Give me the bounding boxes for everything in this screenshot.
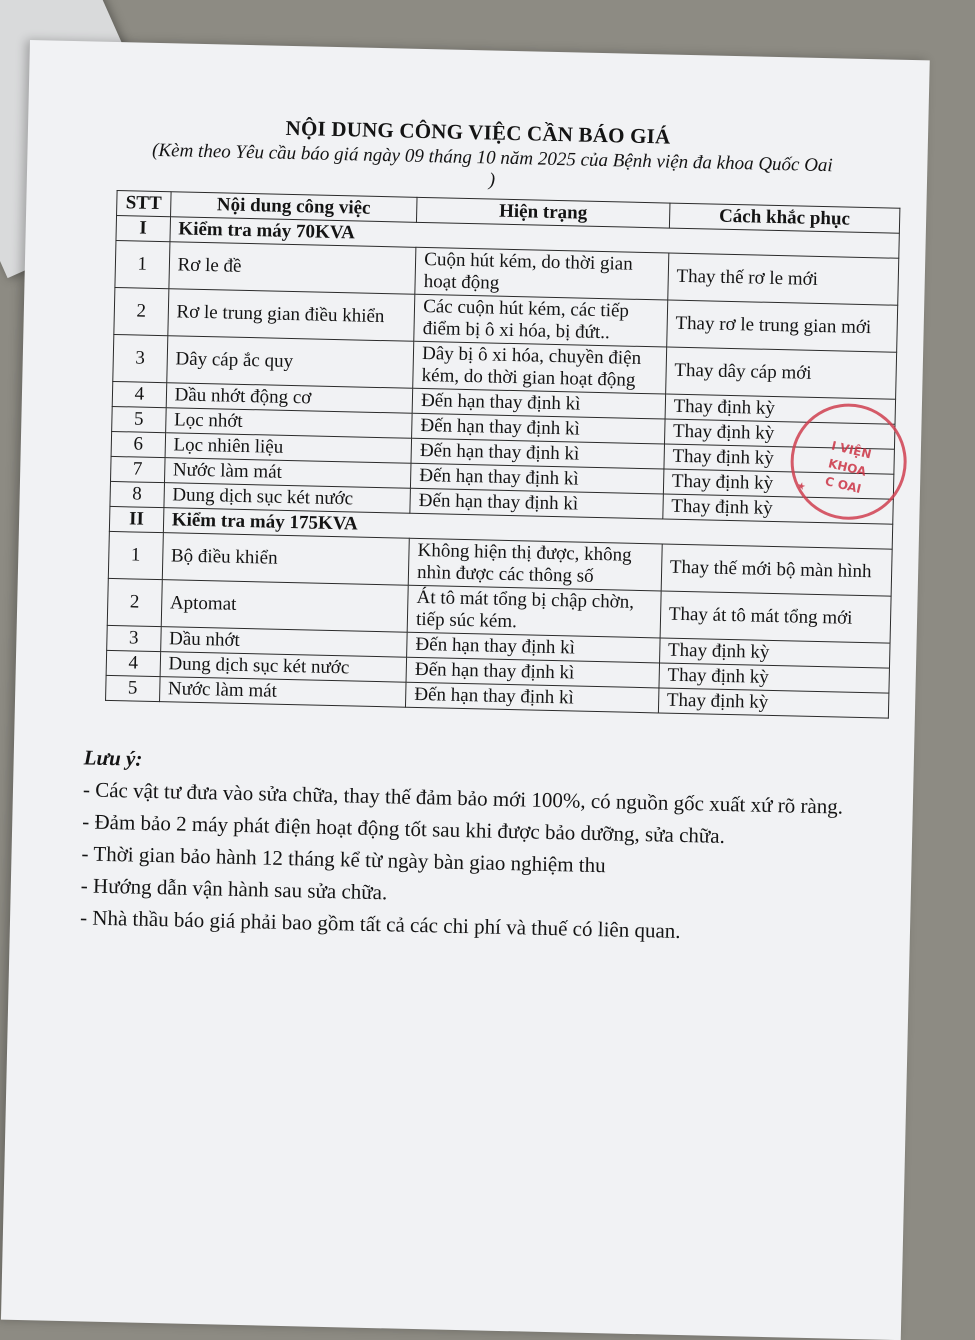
cell-task: Dầu nhớt động cơ [166, 383, 413, 414]
cell-fix: Thay định kỳ [665, 394, 896, 424]
cell-task: Rơ le trung gian điều khiển [167, 289, 414, 342]
cell-stt: 2 [114, 287, 169, 335]
cell-status: Đến hạn thay định kì [410, 488, 663, 519]
cell-status: Dây bị ô xi hóa, chuyền điện kém, do thời gian hoạt động [413, 341, 667, 394]
cell-fix: Thay định kỳ [659, 663, 890, 693]
cell-stt: 3 [107, 625, 161, 651]
cell-fix: Thay thế mới bộ màn hình [661, 544, 892, 596]
section-index: II [109, 506, 163, 532]
document-title: NỘI DUNG CÔNG VIỆC CẦN BÁO GIÁ [285, 115, 671, 149]
cell-task: Nước làm mát [159, 677, 406, 708]
notes-section [80, 741, 884, 951]
cell-status: Đến hạn thay định kì [406, 657, 659, 688]
cell-task: Dung dịch sục két nước [160, 652, 407, 683]
header-task: Nội dung công việc [170, 192, 417, 223]
cell-task: Dây cáp ắc quy [166, 336, 413, 389]
cell-stt: 5 [106, 675, 160, 701]
cell-task: Lọc nhớt [165, 408, 412, 439]
cell-status: Đến hạn thay định kì [407, 632, 660, 663]
cell-task: Rơ le đề [169, 242, 416, 295]
cell-fix: Thay thế rơ le mới [667, 253, 898, 305]
cell-stt: 7 [111, 456, 165, 482]
cell-status: Đến hạn thay định kì [411, 438, 664, 469]
cell-status: Các cuộn hút kém, các tiếp điểm bị ô xi hóa, bị đứt.. [414, 294, 668, 347]
stamp-line: I VIỆN [830, 438, 873, 462]
section-title: Kiểm tra máy 70KVA [170, 217, 900, 259]
header-stt: STT [117, 191, 171, 217]
cell-fix: Thay rơ le trung gian mới [666, 300, 897, 352]
cell-status: Đến hạn thay định kì [411, 463, 664, 494]
cell-task: Nước làm mát [164, 458, 411, 489]
cell-fix: Thay định kỳ [664, 419, 895, 449]
cell-status: Đến hạn thay định kì [406, 682, 659, 713]
cell-stt: 1 [115, 241, 170, 289]
cell-task: Aptomat [161, 580, 408, 633]
document-sheet [1, 40, 930, 1340]
work-table [105, 190, 900, 719]
cell-status: Đến hạn thay định kì [412, 413, 665, 444]
cell-fix: Thay định kỳ [659, 638, 890, 668]
stamp-text [788, 429, 907, 507]
cell-fix: Thay định kỳ [658, 688, 889, 718]
cell-fix: Thay át tô mát tổng mới [660, 591, 891, 643]
note-item: - Hướng dẫn vận hành sau sửa chữa. [80, 873, 388, 905]
cell-stt: 8 [110, 481, 164, 507]
header-fix: Cách khắc phục [669, 203, 900, 233]
stamp-line: KHOA [826, 456, 868, 479]
cell-status: Không hiện thị được, không nhìn được các thông số [408, 538, 662, 591]
note-item: - Đảm bảo 2 máy phát điện hoạt động tốt sau khi được bảo dưỡng, sửa chữa. [82, 809, 726, 848]
section-index: I [116, 216, 170, 242]
cell-task: Dung dịch sục két nước [164, 483, 411, 514]
cell-fix: Thay định kỳ [664, 444, 895, 474]
cell-stt: 5 [112, 406, 166, 432]
document-heading [27, 110, 928, 201]
stamp-star-icon: ★ [795, 480, 807, 494]
cell-stt: 6 [111, 431, 165, 457]
note-item: - Nhà thầu báo giá phải bao gồm tất cả các chi phí và thuế có liên quan. [79, 905, 681, 943]
cell-fix: Thay định kỳ [663, 469, 894, 499]
note-item: - Thời gian bảo hành 12 tháng kể từ ngày bàn giao nghiệm thu [81, 841, 606, 878]
cell-stt: 3 [113, 334, 168, 382]
cell-stt: 4 [112, 381, 166, 407]
cell-status: Cuộn hút kém, do thời gian hoạt động [415, 247, 669, 300]
cell-stt: 2 [107, 578, 162, 626]
notes-label: Lưu ý: [83, 745, 143, 771]
header-status: Hiện trạng [417, 197, 670, 228]
cell-status: Át tô mát tổng bị chập chờn, tiếp súc kém. [407, 585, 661, 638]
cell-stt: 1 [108, 531, 163, 579]
cell-fix: Thay dây cáp mới [665, 347, 896, 399]
cell-fix: Thay định kỳ [663, 494, 894, 524]
document-subtitle: (Kèm theo Yêu cầu báo giá ngày 09 tháng 10 năm 2025 của Bệnh viện đa khoa Quốc Oai ) [151, 139, 833, 191]
cell-task: Lọc nhiên liệu [165, 433, 412, 464]
cell-stt: 4 [106, 650, 160, 676]
note-item: - Các vật tư đưa vào sửa chữa, thay thế đảm bảo mới 100%, có nguồn gốc xuất xứ rõ ràng. [82, 777, 844, 819]
stamp-line: C OAI [823, 474, 863, 497]
section-title: Kiểm tra máy 175KVA [163, 508, 893, 550]
cell-task: Dầu nhớt [160, 627, 407, 658]
cell-task: Bộ điều khiển [162, 533, 409, 586]
cell-status: Đến hạn thay định kì [412, 388, 665, 419]
